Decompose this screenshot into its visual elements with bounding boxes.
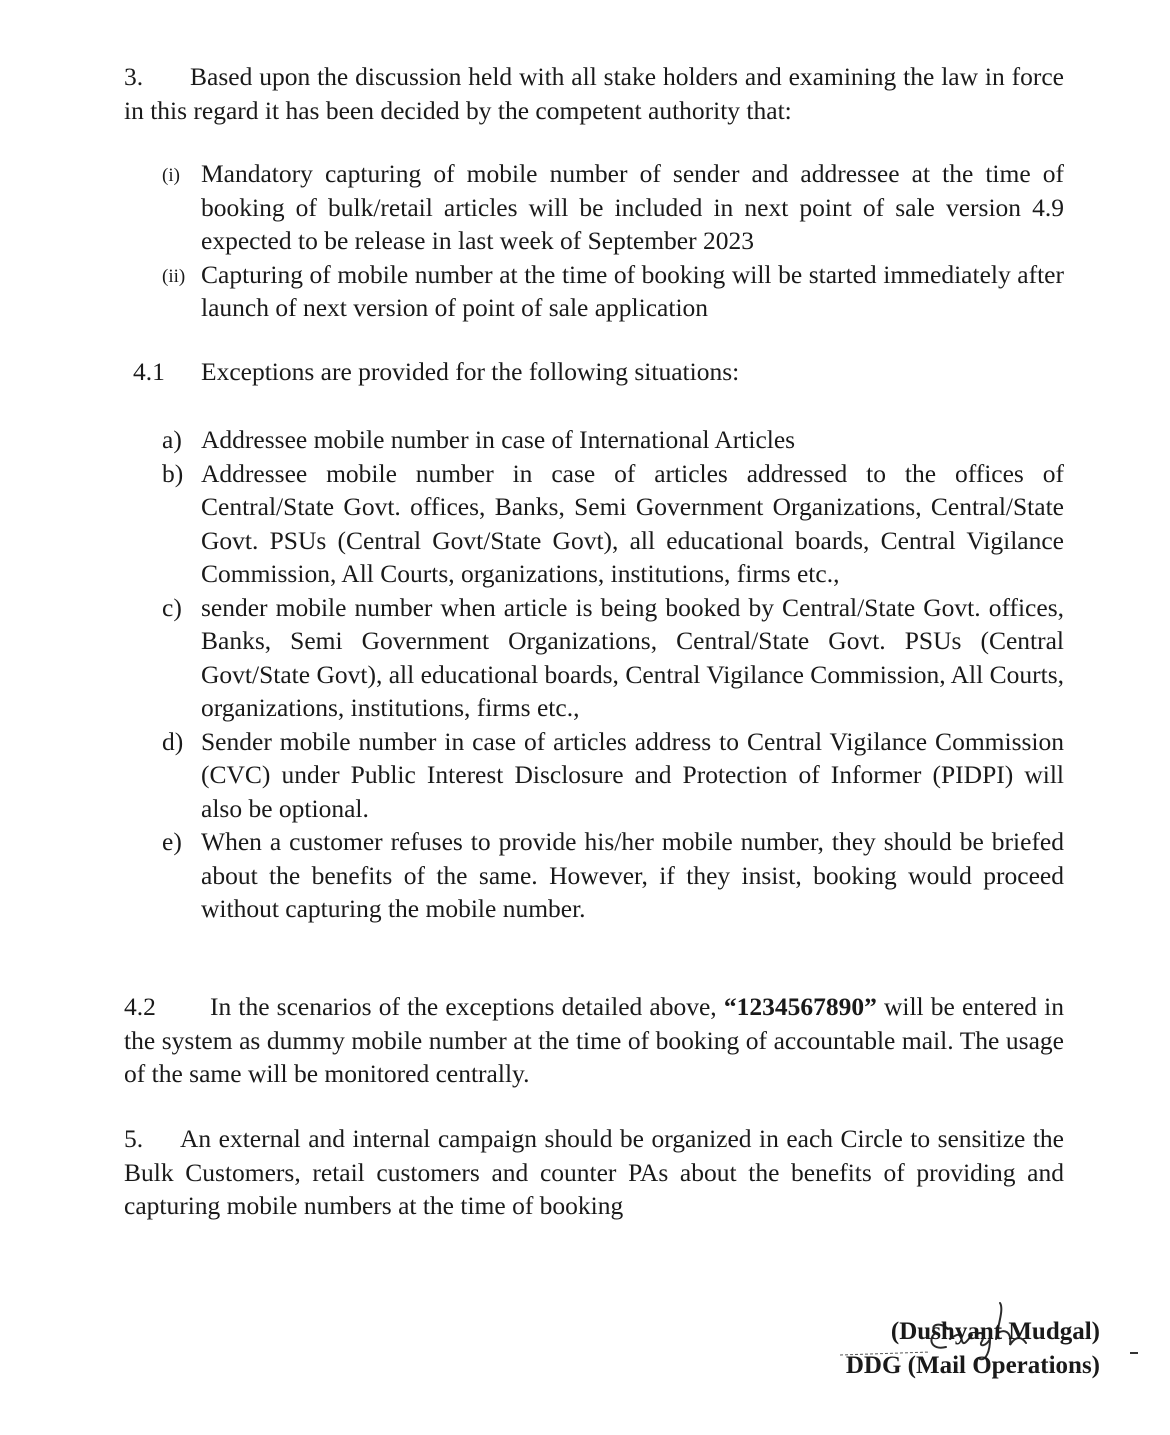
paragraph-4-2-number: 4.2 [124,992,156,1021]
exception-text: Addressee mobile number in case of International Articles [201,425,796,454]
exception-marker: d) [162,726,184,756]
exception-item [124,725,1064,826]
paragraph-4-1-text: Exceptions are provided for the following situations: [201,357,740,386]
exception-marker: b) [162,458,184,488]
exception-text: Sender mobile number in case of articles address to Central Vigilance Commission (CVC) under Public Interest Disclosure and Protection of Informer (PIDPI) will also be optional. [201,726,1064,823]
exception-text: Addressee mobile number in case of articles addressed to the offices of Central/State Govt. offices, Banks, Semi Government Organizations, Central/State Govt. PSUs (Central Govt/State Govt), all educational boards, Central Vigilance Commission, All Courts, organizations, institutions, firms etc., [201,458,1064,588]
paragraph-4-2-text-after: will be entered in the system as dummy mobile number at the time of booking of accountable mail. The usage of the same will be monitored centrally. [124,992,1064,1088]
paragraph-4-1-number: 4.1 [133,357,165,386]
exceptions-list [124,423,1064,926]
paragraph-3 [124,60,1064,127]
exception-marker: e) [162,827,182,856]
exception-item [124,423,1064,457]
decisions-list [124,157,1064,325]
dummy-mobile-number: “1234567890” [723,992,877,1021]
exception-item [124,591,1064,725]
exception-item [124,457,1064,591]
paragraph-3-number: 3. [124,62,144,91]
paragraph-5-text: An external and internal campaign should be organized in each Circle to sensitize the Bulk Customers, retail customers and counter PAs about the benefits of providing and capturing mobile numbers at the time of booking [124,1124,1064,1220]
decision-marker: (i) [162,165,180,186]
paragraph-4-2 [124,990,1064,1091]
exception-text: When a customer refuses to provide his/her mobile number, they should be briefed about the benefits of the same. However, if they insist, booking would proceed without capturing the mobile number. [201,827,1064,923]
paragraph-4-2-text-before: In the scenarios of the exceptions detailed above, [210,992,724,1021]
paragraph-5-number: 5. [124,1124,144,1153]
decision-text: Capturing of mobile number at the time of booking will be started immediately after launch of next version of point of sale application [201,259,1064,322]
signatory-name: (Dushyant Mudgal) [890,1318,1100,1345]
decision-marker: (ii) [162,265,186,287]
exception-marker: c) [162,592,182,622]
exception-item [124,825,1064,926]
exception-text: sender mobile number when article is being booked by Central/State Govt. offices, Banks, Semi Government Organizations, Central/State Govt. PSUs (Central Govt/State Govt), all educational boards, Central Vigilance Commission, All Courts, organizations, institutions, firms etc., [201,592,1064,722]
paragraph-3-text: Based upon the discussion held with all stake holders and examining the law in force in this regard it has been decided by the competent authority that: [124,62,1064,125]
decision-item [124,258,1064,325]
paragraph-4-1 [133,355,739,389]
decision-item [124,157,1064,258]
decision-text: Mandatory capturing of mobile number of sender and addressee at the time of booking of bulk/retail articles will be included in next point of sale version 4.9 expected to be release in last week of September 2023 [201,159,1064,255]
exception-marker: a) [162,425,182,454]
signatory-designation: DDG (Mail Operations) [845,1352,1100,1379]
paragraph-5 [124,1122,1064,1223]
